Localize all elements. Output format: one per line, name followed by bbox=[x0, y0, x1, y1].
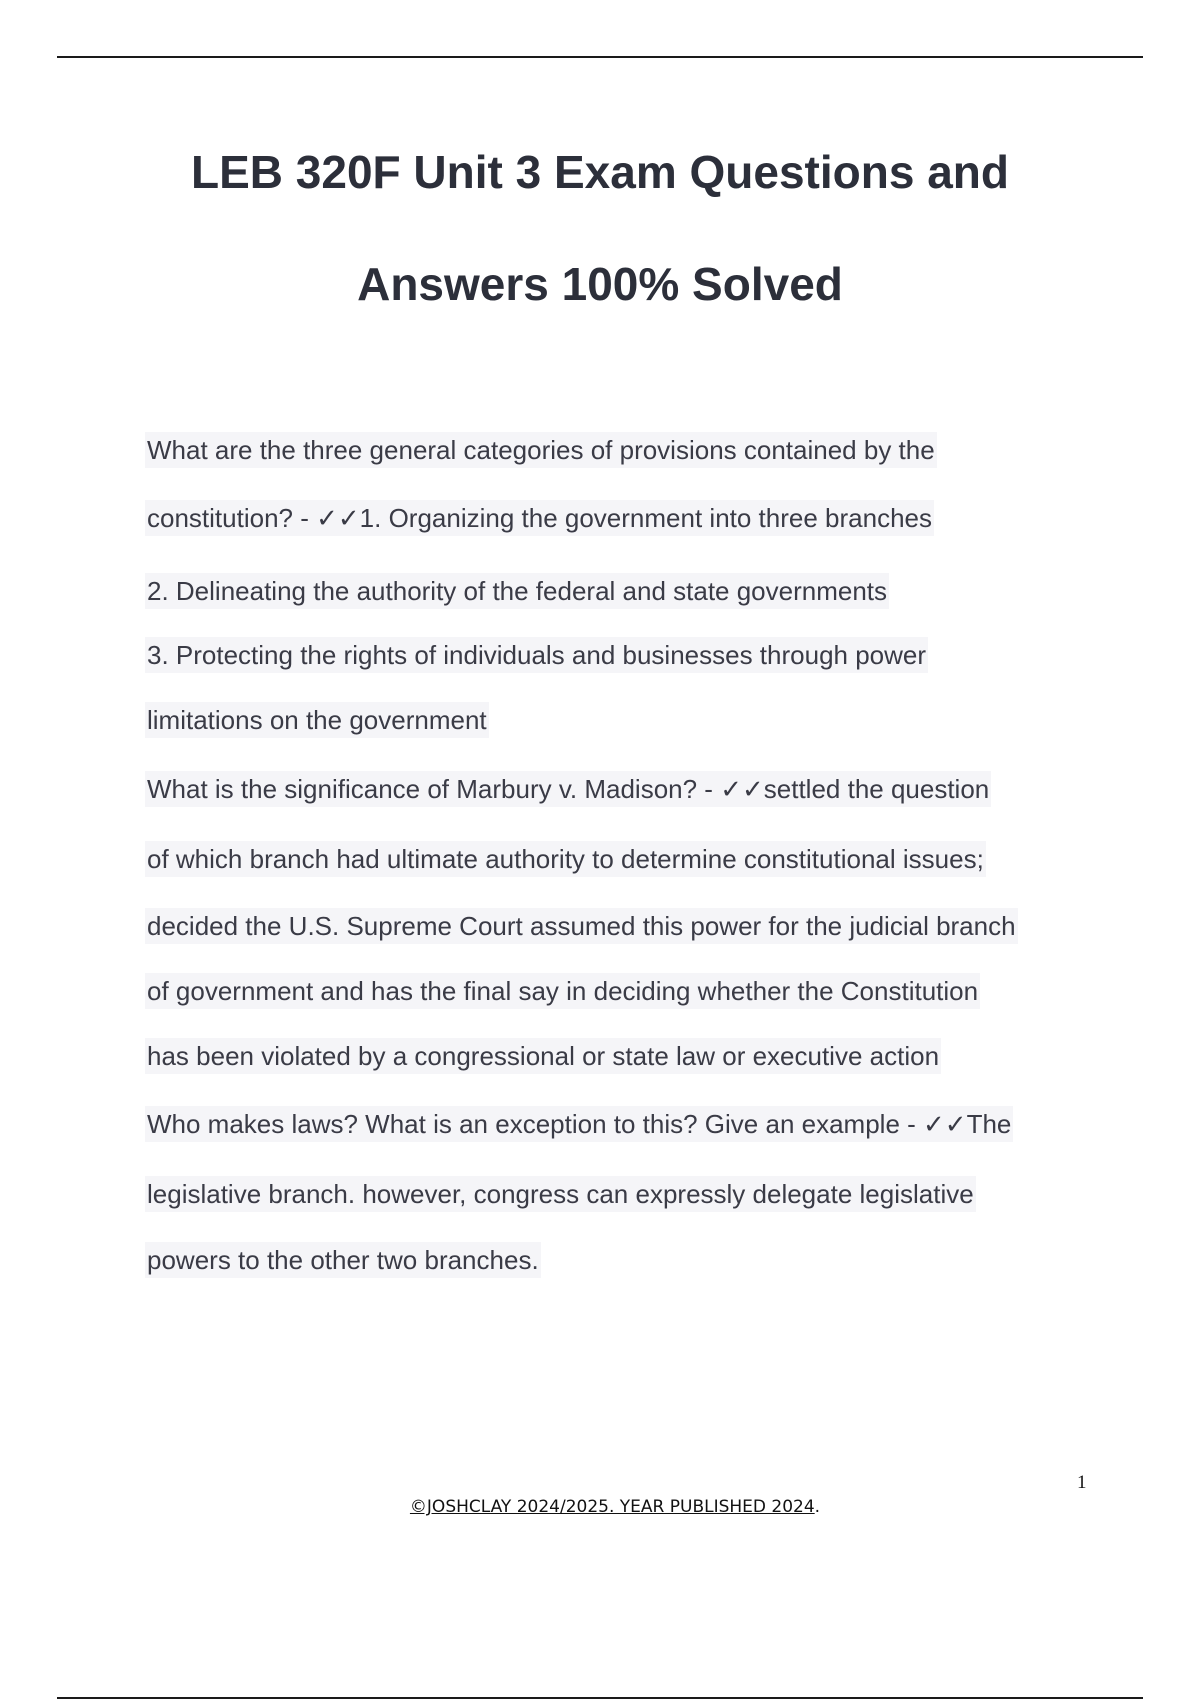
answer-2-line-3: decided the U.S. Supreme Court assumed this power for the judicial branch bbox=[145, 908, 1018, 944]
answer-1-line-5: limitations on the government bbox=[145, 702, 489, 738]
top-divider bbox=[57, 56, 1143, 58]
answer-3-line-3: powers to the other two branches. bbox=[145, 1242, 541, 1278]
answer-3-line-2: legislative branch. however, congress can expressly delegate legislative bbox=[145, 1176, 976, 1212]
answer-2-line-4: of government and has the final say in deciding whether the Constitution bbox=[145, 973, 980, 1009]
question-1-line-2: constitution? - ✓✓1. Organizing the government into three branches bbox=[145, 500, 934, 536]
document-title-line-1: LEB 320F Unit 3 Exam Questions and bbox=[191, 146, 1009, 198]
question-2-line-1: What is the significance of Marbury v. Madison? - ✓✓settled the question bbox=[145, 771, 991, 807]
document-title-line-2: Answers 100% Solved bbox=[357, 258, 843, 310]
answer-2-line-2: of which branch had ultimate authority to determine constitutional issues; bbox=[145, 841, 986, 877]
answer-1-line-4: 3. Protecting the rights of individuals and businesses through power bbox=[145, 637, 928, 673]
copyright-period: . bbox=[814, 1497, 821, 1517]
page-number: 1 bbox=[1077, 1472, 1087, 1493]
bottom-divider bbox=[57, 1697, 1143, 1699]
answer-1-line-3: 2. Delineating the authority of the federal and state governments bbox=[145, 573, 889, 609]
question-1-line-1: What are the three general categories of provisions contained by the bbox=[145, 432, 937, 468]
copyright-text: ©JOSHCLAY 2024/2025. YEAR PUBLISHED 2024 bbox=[409, 1497, 815, 1517]
question-3-line-1: Who makes laws? What is an exception to this? Give an example - ✓✓The bbox=[145, 1106, 1013, 1142]
answer-2-line-5: has been violated by a congressional or state law or executive action bbox=[145, 1038, 941, 1074]
copyright-footer bbox=[0, 1497, 1200, 1517]
